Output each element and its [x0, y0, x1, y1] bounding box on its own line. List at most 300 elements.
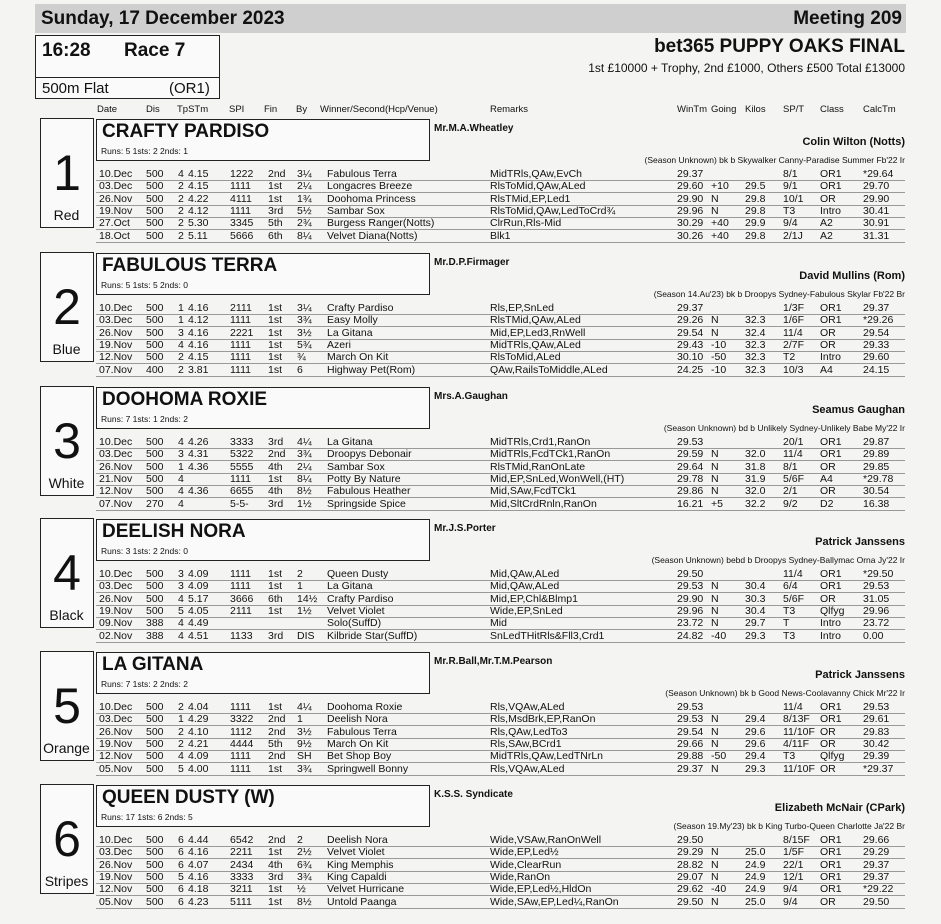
form-stm: 4.09 [188, 568, 209, 580]
form-fin: 3rd [268, 204, 284, 217]
form-spi: 1222 [230, 168, 254, 180]
form-rem: Mid,EP,Led3,RnWell [490, 326, 586, 339]
form-spi: 2211 [230, 846, 253, 859]
form-row [96, 180, 905, 193]
form-kilos: 32.2 [745, 497, 766, 510]
form-stm: 4.31 [188, 448, 209, 461]
form-spi: 1111 [230, 351, 252, 364]
trap-colour: Orange [43, 740, 90, 756]
form-by: 1 [297, 713, 303, 726]
form-opp: Springside Spice [327, 497, 406, 510]
form-cls: OR1 [820, 436, 842, 448]
form-tp: 1 [178, 314, 184, 327]
form-tp: 4 [178, 617, 184, 630]
form-sp: 12/1 [783, 870, 804, 883]
form-by: 3¾ [297, 762, 312, 775]
form-opp: Fabulous Terra [327, 168, 397, 180]
form-rem: QAw,RailsToMiddle,ALed [490, 363, 608, 376]
form-tp: 4 [178, 750, 184, 763]
form-sp: 2/7F [783, 338, 805, 351]
column-header: Kilos [745, 104, 766, 115]
column-header: TpSTm [177, 104, 209, 115]
runner-trainer: Patrick Janssens [815, 536, 905, 548]
form-wintm: 29.54 [677, 725, 704, 738]
form-calc: 29.89 [863, 448, 890, 461]
form-date: 03.Dec [99, 314, 133, 327]
form-date: 21.Nov [99, 472, 133, 485]
form-rem: MidTRls,FcdTCk1,RanOn [490, 448, 611, 461]
form-opp: Velvet Diana(Notts) [327, 229, 418, 242]
form-cls: OR [820, 895, 836, 908]
form-row [96, 351, 905, 364]
form-sp: 2/1 [783, 485, 798, 498]
race-prizes: 1st £10000 + Trophy, 2nd £1000, Others £500 Total £13000 [588, 61, 905, 75]
form-rem: Rls,MsdBrk,EP,RanOn [490, 713, 596, 726]
form-spi: 6542 [230, 834, 254, 846]
form-tp: 3 [178, 326, 184, 339]
form-kilos: 24.9 [745, 883, 766, 896]
runner-name-box [96, 119, 430, 145]
form-wintm: 30.10 [677, 351, 704, 364]
form-fin: 2nd [268, 750, 286, 763]
form-stm: 4.16 [188, 870, 209, 883]
form-date: 26.Nov [99, 592, 133, 605]
form-tp: 6 [178, 883, 184, 896]
runner-name-box [96, 253, 430, 279]
form-wintm: 29.66 [677, 737, 704, 750]
form-spi: 4111 [230, 192, 252, 205]
form-row [96, 883, 905, 896]
form-dis: 500 [146, 701, 164, 713]
form-rem: Blk1 [490, 229, 511, 242]
form-by: 1 [297, 580, 303, 593]
form-stm: 4.49 [188, 617, 209, 630]
form-fin: 4th [268, 460, 283, 473]
form-sp: 8/13F [783, 713, 810, 726]
form-kilos: 29.8 [745, 192, 766, 205]
trap-number: 1 [53, 145, 81, 201]
form-date: 12.Nov [99, 485, 133, 498]
form-tp: 2 [178, 180, 184, 193]
trap-number: 3 [53, 413, 81, 469]
form-date: 26.Nov [99, 192, 133, 205]
form-kilos: 25.0 [745, 846, 766, 859]
form-dis: 500 [146, 180, 164, 193]
form-opp: Easy Molly [327, 314, 378, 327]
form-rem: RlsTMid,EP,Led1 [490, 192, 571, 205]
form-tp: 4 [178, 485, 184, 498]
form-tp: 6 [178, 858, 184, 871]
form-calc: 29.37 [863, 302, 890, 314]
runner-trainer: David Mullins (Rom) [799, 270, 905, 282]
trap-number: 6 [53, 811, 81, 867]
form-row [96, 630, 905, 643]
form-kilos: 32.0 [745, 448, 766, 461]
form-going: +10 [711, 180, 729, 193]
form-cls: OR1 [820, 883, 842, 896]
form-rem: RlsTMid,RanOnLate [490, 460, 586, 473]
form-rem: Wide,VSAw,RanOnWell [490, 834, 602, 846]
form-spi: 2111 [230, 604, 252, 617]
form-kilos: 29.3 [745, 762, 766, 775]
form-kilos: 29.6 [745, 725, 766, 738]
form-by: 2¼ [297, 180, 312, 193]
form-by: 2½ [297, 846, 312, 859]
form-rem: Wide,ClearRun [490, 858, 562, 871]
form-spi: 1111 [230, 580, 252, 593]
form-rem: MidTRls,QAw,ALed [490, 338, 581, 351]
form-stm: 4.44 [188, 834, 209, 846]
form-row [96, 750, 905, 763]
form-date: 26.Nov [99, 326, 133, 339]
form-spi: 5111 [230, 895, 252, 908]
form-calc: 30.54 [863, 485, 890, 498]
form-kilos: 30.3 [745, 592, 766, 605]
form-going: N [711, 846, 719, 859]
form-spi: 5-5- [230, 497, 249, 510]
form-wintm: 29.54 [677, 326, 704, 339]
form-going: -40 [711, 883, 727, 896]
form-stm: 4.00 [188, 762, 209, 775]
form-spi: 2434 [230, 858, 254, 871]
form-opp: Fabulous Heather [327, 485, 411, 498]
form-going: +5 [711, 497, 723, 510]
race-time: 16:28 [42, 40, 91, 61]
form-spi: 1111 [230, 762, 252, 775]
form-row [96, 593, 905, 606]
form-stm: 3.81 [188, 363, 209, 376]
form-fin: 1st [268, 338, 283, 351]
form-stm: 5.17 [188, 592, 209, 605]
form-stm: 4.22 [188, 192, 209, 205]
form-kilos: 32.0 [745, 485, 766, 498]
form-calc: 29.61 [863, 713, 890, 726]
column-header: Going [711, 104, 737, 115]
form-stm: 4.18 [188, 883, 209, 896]
runner-stats-box [96, 677, 430, 694]
form-by: 4¼ [297, 436, 312, 448]
form-row [96, 713, 905, 726]
form-tp: 4 [178, 592, 184, 605]
form-rem: RlsToMid,QAw,LedToCrd¾ [490, 204, 616, 217]
form-cls: OR1 [820, 448, 842, 461]
form-sp: 10/3 [783, 363, 804, 376]
form-cls: OR1 [820, 870, 842, 883]
form-tp: 6 [178, 834, 184, 846]
form-row [96, 846, 905, 859]
form-fin: 1st [268, 762, 283, 775]
form-fin: 2nd [268, 448, 286, 461]
form-row [96, 339, 905, 352]
form-kilos: 29.7 [745, 617, 766, 630]
form-wintm: 16.21 [677, 497, 704, 510]
form-fin: 1st [268, 326, 283, 339]
form-rem: Mid,EP,Chl&Blmp1 [490, 592, 578, 605]
runner-owner: Mr.M.A.Wheatley [434, 123, 514, 134]
column-header: CalcTm [863, 104, 896, 115]
form-spi: 1111 [230, 204, 252, 217]
runner-breeding: (Season 14.Au'23) bk b Droopys Sydney-Fabulous Skylar Fb'22 Br [653, 289, 905, 299]
form-date: 03.Dec [99, 448, 133, 461]
form-tp: 3 [178, 568, 184, 580]
form-calc: 29.85 [863, 460, 890, 473]
form-stm: 4.51 [188, 629, 209, 642]
form-sp: 11/4 [783, 448, 803, 461]
form-by: 3¼ [297, 302, 312, 314]
form-rem: MidTRls,QAw,EvCh [490, 168, 582, 180]
form-tp: 2 [178, 725, 184, 738]
form-spi: 1111 [230, 701, 252, 713]
form-dis: 500 [146, 448, 164, 461]
form-opp: Queen Dusty [327, 568, 389, 580]
form-dis: 270 [146, 497, 164, 510]
form-fin: 1st [268, 180, 283, 193]
form-sp: 11/4 [783, 326, 803, 339]
trap-colour: White [48, 475, 85, 491]
trap-colour: Blue [52, 341, 81, 357]
form-dis: 500 [146, 713, 164, 726]
form-date: 03.Dec [99, 180, 133, 193]
form-tp: 2 [178, 204, 184, 217]
form-opp: La Gitana [327, 580, 373, 593]
form-dis: 400 [146, 363, 164, 376]
form-fin: 1st [268, 604, 283, 617]
form-fin: 2nd [268, 725, 286, 738]
form-date: 07.Nov [99, 497, 133, 510]
form-row [96, 871, 905, 884]
form-wintm: 23.72 [677, 617, 704, 630]
form-opp: March On Kit [327, 351, 389, 364]
form-cls: A4 [820, 472, 833, 485]
form-dis: 500 [146, 737, 164, 750]
runner-breeding: (Season 19.My'23) bk b King Turbo-Queen Charlotte Ja'22 Br [673, 821, 905, 831]
runner-stats-box [96, 278, 430, 295]
form-sp: 9/4 [783, 217, 798, 230]
form-tp: 1 [178, 302, 184, 314]
form-going: -10 [711, 363, 727, 376]
form-opp: Springwell Bonny [327, 762, 409, 775]
form-row [96, 461, 905, 474]
form-cls: OR [820, 460, 836, 473]
form-rem: RlsTMid,QAw,ALed [490, 314, 581, 327]
form-spi: 3322 [230, 713, 254, 726]
form-spi: 5666 [230, 229, 254, 242]
form-stm: 4.15 [188, 168, 209, 180]
form-sp: 1/5F [783, 846, 805, 859]
form-dis: 388 [146, 629, 164, 642]
form-fin: 2nd [268, 834, 286, 846]
form-going: N [711, 895, 719, 908]
form-kilos: 31.9 [745, 472, 766, 485]
form-wintm: 29.43 [677, 338, 704, 351]
form-going: N [711, 713, 719, 726]
form-cls: OR1 [820, 302, 842, 314]
form-opp: Longacres Breeze [327, 180, 413, 193]
form-stm: 4.04 [188, 701, 209, 713]
form-wintm: 29.90 [677, 592, 704, 605]
form-cls: Intro [820, 629, 842, 642]
form-spi: 5555 [230, 460, 254, 473]
form-wintm: 29.37 [677, 302, 704, 314]
form-fin: 2nd [268, 168, 286, 180]
form-fin: 4th [268, 858, 283, 871]
form-opp: Deelish Nora [327, 713, 388, 726]
form-calc: *29.26 [863, 314, 894, 327]
form-calc: 29.70 [863, 180, 890, 193]
form-calc: *29.50 [863, 568, 894, 580]
form-row [96, 193, 905, 206]
form-dis: 500 [146, 460, 164, 473]
column-header: SPI [229, 104, 245, 115]
form-spi: 4444 [230, 737, 254, 750]
form-tp: 1 [178, 713, 184, 726]
form-stm: 4.05 [188, 604, 209, 617]
form-fin: 1st [268, 846, 283, 859]
form-tp: 4 [178, 472, 184, 485]
form-wintm: 29.50 [677, 568, 704, 580]
runner-stats-box [96, 810, 430, 827]
form-wintm: 29.90 [677, 192, 704, 205]
form-dis: 500 [146, 485, 164, 498]
runner-trainer: Seamus Gaughan [812, 404, 905, 416]
form-opp: Sambar Sox [327, 460, 385, 473]
form-fin: 1st [268, 192, 283, 205]
runner-name-box [96, 785, 430, 811]
form-tp: 4 [178, 629, 184, 642]
form-kilos: 30.4 [745, 604, 766, 617]
form-fin: 1st [268, 314, 283, 327]
form-kilos: 29.4 [745, 750, 766, 763]
column-header: SP/T [783, 104, 805, 115]
form-opp: Velvet Violet [327, 604, 385, 617]
form-row [96, 448, 905, 461]
form-rem: SnLedTHitRls&Fll3,Crd1 [490, 629, 605, 642]
form-calc: 29.54 [863, 326, 890, 339]
form-stm: 4.23 [188, 895, 209, 908]
form-dis: 500 [146, 592, 164, 605]
form-tp: 5 [178, 762, 184, 775]
form-fin: 1st [268, 580, 283, 593]
form-row [96, 364, 905, 377]
form-opp: Velvet Violet [327, 846, 385, 859]
form-tp: 5 [178, 604, 184, 617]
form-rem: MidTRls,QAw,LedTNrLn [490, 750, 604, 763]
form-dis: 500 [146, 314, 164, 327]
form-spi: 6655 [230, 485, 254, 498]
form-sp: 6/4 [783, 580, 798, 593]
form-wintm: 29.86 [677, 485, 704, 498]
form-spi: 1111 [230, 568, 252, 580]
form-going: N [711, 472, 719, 485]
form-tp: 2 [178, 363, 184, 376]
form-date: 03.Dec [99, 580, 133, 593]
form-sp: T3 [783, 204, 796, 217]
form-fin: 3rd [268, 497, 284, 510]
column-header: By [296, 104, 308, 115]
form-opp: March On Kit [327, 737, 389, 750]
form-calc: 31.05 [863, 592, 890, 605]
form-fin: 1st [268, 472, 283, 485]
form-sp: 22/1 [783, 858, 804, 871]
form-stm: 4.07 [188, 858, 209, 871]
form-cls: Intro [820, 351, 842, 364]
form-date: 26.Nov [99, 858, 133, 871]
runner-trainer: Patrick Janssens [815, 669, 905, 681]
form-by: 3¾ [297, 314, 312, 327]
trap-colour: Black [49, 607, 84, 623]
form-going: N [711, 725, 719, 738]
form-spi: 3333 [230, 870, 254, 883]
runner-owner: Mr.R.Ball,Mr.T.M.Pearson [434, 656, 553, 667]
form-rem: RlsToMid,ALed [490, 351, 561, 364]
form-wintm: 29.53 [677, 701, 704, 713]
form-opp: Bet Shop Boy [327, 750, 392, 763]
race-distance: 500m Flat [42, 80, 109, 97]
form-wintm: 29.50 [677, 895, 704, 908]
form-calc: *29.78 [863, 472, 894, 485]
form-calc: 29.37 [863, 858, 890, 871]
form-sp: 9/4 [783, 883, 798, 896]
form-date: 10.Dec [99, 168, 133, 180]
form-fin: 1st [268, 351, 283, 364]
form-dis: 500 [146, 229, 164, 242]
form-opp: Solo(SuffD) [327, 617, 382, 630]
form-row [96, 217, 905, 230]
form-calc: *29.37 [863, 762, 894, 775]
form-opp: Azeri [327, 338, 351, 351]
form-date: 05.Nov [99, 895, 133, 908]
form-fin: 1st [268, 363, 283, 376]
form-sp: 9/1 [783, 180, 798, 193]
form-spi: 1111 [230, 338, 252, 351]
form-by: 2¼ [297, 460, 312, 473]
form-row [96, 859, 905, 872]
form-rem: Mid,EP,SnLed,WonWell,(HT) [490, 472, 625, 485]
form-wintm: 30.29 [677, 217, 704, 230]
form-going: N [711, 326, 719, 339]
form-kilos: 32.3 [745, 314, 766, 327]
form-cls: OR1 [820, 580, 842, 593]
form-cls: OR [820, 485, 836, 498]
form-by: 6¾ [297, 858, 312, 871]
form-date: 19.Nov [99, 870, 133, 883]
runner-owner: K.S.S. Syndicate [434, 789, 513, 800]
form-going: N [711, 448, 719, 461]
form-spi: 1111 [230, 750, 252, 763]
form-rem: Wide,SAw,EP,Led¼,RanOn [490, 895, 619, 908]
form-wintm: 29.88 [677, 750, 704, 763]
form-sp: 2/1J [783, 229, 803, 242]
form-going: N [711, 592, 719, 605]
form-tp: 6 [178, 846, 184, 859]
form-dis: 500 [146, 604, 164, 617]
form-row [96, 436, 905, 449]
form-date: 12.Nov [99, 883, 133, 896]
form-spi: 1133 [230, 629, 253, 642]
form-opp: Fabulous Terra [327, 725, 397, 738]
form-kilos: 32.3 [745, 338, 766, 351]
form-by: 8¼ [297, 229, 312, 242]
form-calc: 16.38 [863, 497, 890, 510]
runner-stats: Runs: 5 1sts: 2 2nds: 1 [101, 146, 188, 156]
form-dis: 500 [146, 883, 164, 896]
runner-name: LA GITANA [102, 654, 204, 675]
form-rem: ClrRun,Rls-Mid [490, 217, 562, 230]
form-sp: 8/15F [783, 834, 810, 846]
form-calc: 29.53 [863, 701, 890, 713]
form-tp: 5 [178, 870, 184, 883]
form-going: N [711, 858, 719, 871]
